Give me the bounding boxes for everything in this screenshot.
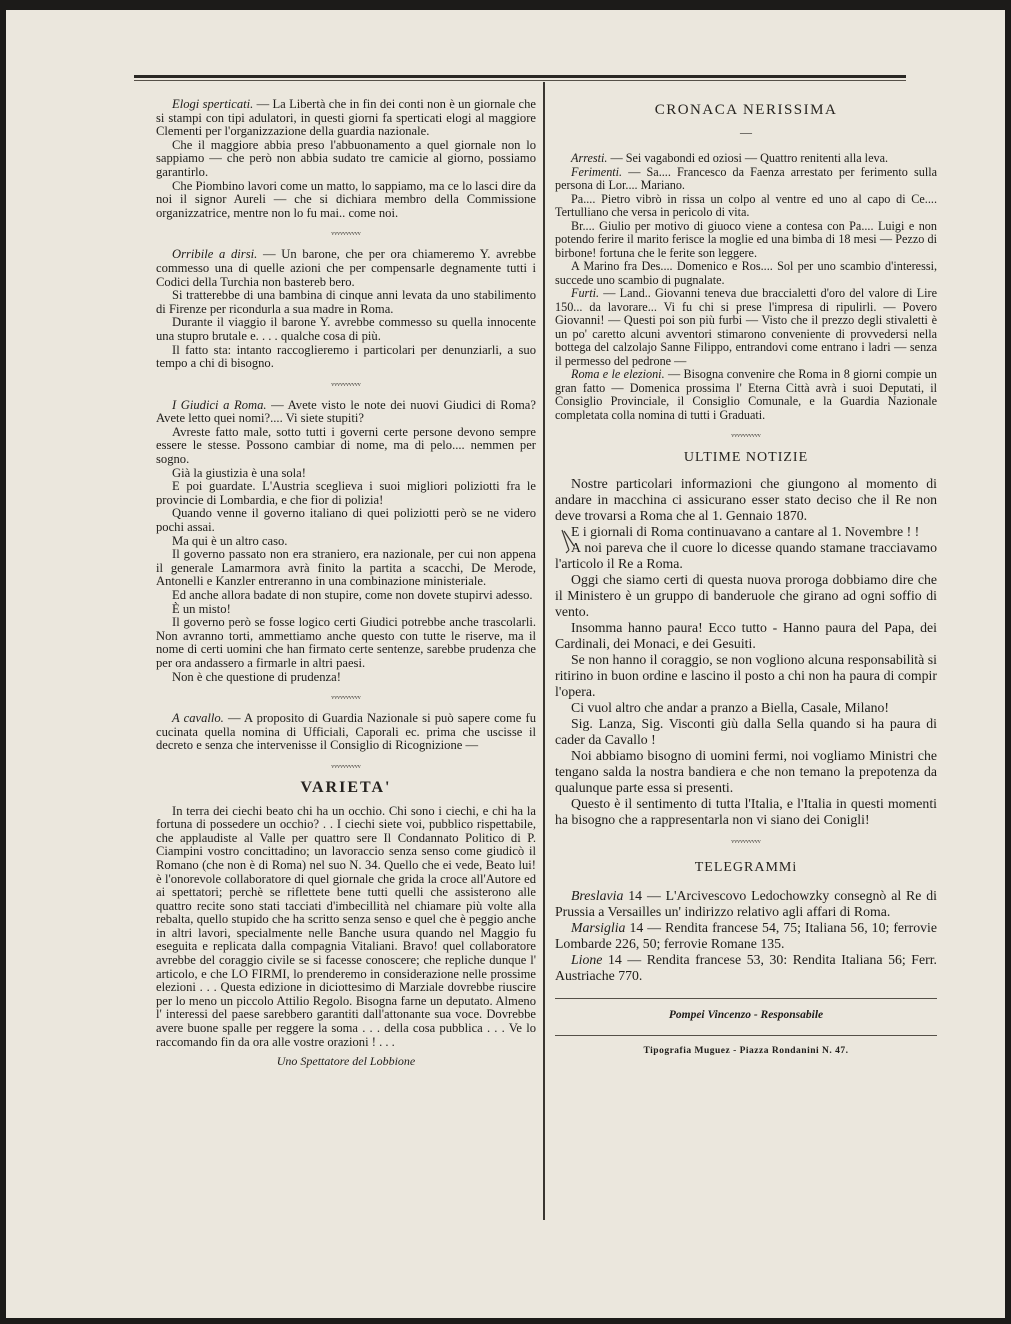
section-title-varieta: VARIETA' <box>300 778 392 796</box>
cronaca-list <box>555 152 937 422</box>
list-item: Marsiglia 14 — Rendita francese 54, 75; Italiana 56, 10; ferrovie Lombarde 226, 50; ferrovie Romane 135. <box>555 920 937 951</box>
divider <box>555 1035 937 1036</box>
paragraph: Si tratterebbe di una bambina di cinque anni levata da uno stabilimento di Firenze per ricondurla a sua madre in Roma. <box>156 288 536 316</box>
paragraph: Quando venne il governo italiano di quei poliziotti però se ne videro pochi assai. <box>156 506 536 535</box>
paragraph: Se non hanno il coraggio, se non vogliono alcuna responsabilità si ritirino in buon ordine e lascino il posto a chi non ha paura di compir l'opera. <box>555 652 937 699</box>
article-lead: Orribile a dirsi. <box>172 247 258 262</box>
paragraph: Questo è il sentimento di tutta l'Italia, e l'Italia in questi momenti ha bisogno che a rappresentarla non vi siano dei Conigli! <box>555 796 937 827</box>
article-cavallo <box>156 712 536 753</box>
article-lead: Elogi sperticati. <box>172 97 254 111</box>
article-lead: I Giudici a Roma. <box>172 397 267 412</box>
title-dash: — <box>740 125 752 139</box>
ultime-notizie-body <box>555 476 937 828</box>
paragraph: — Avete visto le note dei nuovi Giudici di Roma? Avete letto quei nomi?.... Vi siete stupiti? <box>156 397 536 426</box>
section-title-telegrammi: TELEGRAMMi <box>694 860 798 875</box>
telegrammi-list <box>555 888 937 984</box>
paragraph: Noi abbiamo bisogno di uomini fermi, noi vogliamo Ministri che tengano salda la nostra bandiera e che non temano la prepotenza da qualunque parte essa si presenti. <box>555 748 937 795</box>
paragraph: — A proposito di Guardia Nazionale si può sapere come fu cucinata quella nomina di Ufficiali, Caporali ec. prima che uscisse il decreto e senza che intervenisse il Consiglio di Ricognizione — <box>156 711 536 753</box>
pencil-mark-icon <box>560 528 578 554</box>
paragraph: Avreste fatto male, sotto tutti i governi certe persone devono sempre essere le stesse. Possono cambiar di nome, ma di pelo.... nemmen per sogno. <box>156 424 536 467</box>
list-item: Furti. — Land.. Giovanni teneva due braccialetti d'oro del valore di Lire 150... da lavorare... Vi fu chi si prese l'impresa di ripulirli. — Povero Giovanni! — Questi poi son più furbi — Visto che il prezzo degli stivaletti è un po' caretto alcuni avventori stimarono conveniente di provvedersi nella bottega del calzolajo Sanne Filippo, entrandovi come entrano i ladri — senza il permesso del pedrone — <box>555 286 937 368</box>
list-item: Breslavia 14 — L'Arcivescovo Ledochowzky consegnò al Re di Prussia a Versailles un' indirizzo relativo agli affari di Roma. <box>555 888 937 919</box>
responsabile-line: Pompei Vincenzo - Responsabile <box>668 1009 824 1021</box>
paragraph: — La Libertà che in fin dei conti non è un giornale che si stampi con tipi adulatori, in questi giorni fa sperticati elogi al maggiore Clementi per l'organizzazione della guardia nazionale. <box>156 97 537 139</box>
top-rule <box>134 75 906 78</box>
article-orribile <box>156 248 536 370</box>
printer-imprint: Tipografia Muguez - Piazza Rondanini N. 47. <box>643 1046 849 1056</box>
separator-ornament: ᵥᵥᵥᵥᵥᵥᵥᵥᵥᵥ <box>331 226 361 238</box>
paragraph: Insomma hanno paura! Ecco tutto - Hanno paura del Papa, dei Cardinali, dei Monaci, e dei Gesuiti. <box>555 620 937 651</box>
paragraph: Ci vuol altro che andar a pranzo a Biella, Casale, Milano! <box>571 700 889 715</box>
paragraph: In terra dei ciechi beato chi ha un occhio. Chi sono i ciechi, e chi ha la fortuna di possedere un occhio? . . I ciechi siete voi, pubblico rispettabile, che applaudiste al Valle per quattro sere Il Condannato Politico di P. Ciampini vostro concittadino; un lavoraccio senza senso come giudicò il Romano (che non è di Roma) nel suo N. 34. Quello che ei vede, Beato lui! è l'onorevole collaboratore di quel giornale che grida la croce all'Autore ed ai spettatori; perchè se riflettete bene tutti quelli che assisterono alle quattro recite sono stati tacciati d'imbecillità nel chiamare più volte alla rebalta, quello stupido che ha scritto senza senso e quel che è peggio anche in altri lavori, specialmente nelle Banche usura quando nel Maggio fu eseguita e replicata dalla compagnia Vitaliani. Bravo! quel collaboratore avrebbe del coraggio civile se si facesse conoscere; che repliche dunque l' articolo, e che LO FIRMI, lo prenderemo in considerazione nelle prossime elezioni . . . Questa edizione in diciottesimo di Marziale dovrebbe riuscire per lo meno un piccolo Attilio Regolo. Bisogna farne un deputato. Almeno l' interessi del paese sarebbero garantiti dall'attonante sua voce. Dovrebbe avere buone spalle per reggere la soma . . . della cosa pubblica . . . Ve lo raccomando fin da ora alle vostre orazioni ! . . . <box>156 803 536 1049</box>
list-item: Arresti. — Sei vagabondi ed oziosi — Quattro renitenti alla leva. <box>571 151 889 165</box>
section-title-ultime: ULTIME NOTIZIE <box>683 450 809 465</box>
paragraph: Nostre particolari informazioni che giungono al momento di andare in macchina ci assicurano esser stato deciso che il Re non deve trovarsi a Roma che al 1. Gennaio 1870. <box>555 476 937 523</box>
separator-ornament: ᵥᵥᵥᵥᵥᵥᵥᵥᵥᵥ <box>331 758 361 770</box>
separator-ornament: ᵥᵥᵥᵥᵥᵥᵥᵥᵥᵥ <box>331 376 361 388</box>
separator-ornament: ᵥᵥᵥᵥᵥᵥᵥᵥᵥᵥ <box>331 690 361 702</box>
paragraph: Il governo però se fosse logico certi Giudici potrebbe anche trascolarli. Non avranno torti, ammettiamo anche questo con tutte le riserve, ma il nome di certi uomini che han firmato certe sentenze, sarebbe prudenza che per ora andassero a firmarle in altri paesi. <box>156 615 536 670</box>
article-giudici <box>156 399 536 684</box>
paragraph: Ma qui è un altro caso. <box>172 533 288 548</box>
paragraph: — Un barone, che per ora chiameremo Y. avrebbe commesso una di quelle azioni che per compensarle degnamente tutti i Codici della Turchia non bastereb bero. <box>156 247 536 289</box>
top-rule-thin <box>134 80 906 81</box>
paragraph: E poi guardate. L'Austria sceglieva i suoi migliori poliziotti fra le provincie di Lombardia, e che fior di polizia! <box>156 479 536 507</box>
paragraph: Oggi che siamo certi di questa nuova proroga dobbiamo dire che il Ministero è un gruppo di banderuole che girano ad ogni soffio di vento. <box>555 572 937 619</box>
list-item: Br.... Giulio per motivo di giuoco viene a contesa con Pa.... Luigi e non potendo ferire il marito ferisce la moglie ed una bimba di 18 mesi — Pezzo di birbone! fortuna che le ferite son leggere. <box>555 218 937 260</box>
section-title-cronaca: CRONACA NERISSIMA <box>654 102 838 118</box>
article-signature: Uno Spettatore del Lobbione <box>276 1054 416 1069</box>
paragraph: Non è che questione di prudenza! <box>172 669 341 684</box>
paragraph: È un misto! <box>172 601 231 616</box>
list-item: Roma e le elezioni. — Bisogna convenire che Roma in 8 giorni compie un gran fatto — Domenica prossima l' Eterna Città avrà i suoi Deputati, il Consiglio Provinciale, il Consiglio Comunale, e la Guardia Nazionale completata colla nomina di tutti i Graduati. <box>555 367 937 422</box>
paragraph: Il fatto sta: intanto raccoglieremo i particolari per denunziarli, a suo tempo a chi di bisogno. <box>156 342 536 371</box>
paragraph: Durante il viaggio il barone Y. avrebbe commesso su quella innocente una stupro brutale e. . . . qualche cosa di più. <box>156 315 536 343</box>
paragraph: Che Piombino lavori come un matto, lo sappiamo, ma ce lo lasci dire da noi il signor Aureli — che si dichiara membro della Commissione organizzatrice, mentre non lo fu mai.. come noi. <box>156 178 536 220</box>
paragraph: Sig. Lanza, Sig. Visconti giù dalla Sella quando si ha paura di cader da Cavallo ! <box>555 716 937 747</box>
separator-ornament: ᵥᵥᵥᵥᵥᵥᵥᵥᵥᵥ <box>731 834 761 845</box>
paragraph: Che il maggiore abbia preso l'abbuonamento a quel giornale non lo sappiamo — che però non abbia sudato tre camicie al giorno, possiamo garantirlo. <box>156 137 536 179</box>
article-lead: A cavallo. <box>172 711 224 726</box>
list-item: A Marino fra Des.... Domenico e Ros.... Sol per uno scambio d'interessi, succede uno scambio di pugnalate. <box>555 259 937 287</box>
article-elogi <box>156 98 536 220</box>
list-item: Pa.... Pietro vibrò in rissa un colpo al ventre ed uno al capo di Ce.... Tertulliano che versa in pericolo di vita. <box>555 191 937 219</box>
paragraph: Il governo passato non era straniero, era nazionale, per cui non appena il generale Lamarmora avrà finito la partita a scacchi, De Merode, Antonelli e Kanzler entreranno in una combinazione ministeriale. <box>156 547 536 589</box>
list-item: Lione 14 — Rendita francese 53, 30: Rendita Italiana 56; Ferr. Austriache 770. <box>555 952 937 983</box>
divider <box>555 998 937 999</box>
right-column <box>555 98 937 1056</box>
left-column <box>156 98 536 1069</box>
newspaper-page <box>6 10 1005 1318</box>
list-item: Ferimenti. — Sa.... Francesco da Faenza arrestato per ferimento sulla persona di Lor.... Mariano. <box>555 164 937 192</box>
paragraph: A noi pareva che il cuore lo dicesse quando stamane tracciavamo l'articolo il Re a Roma. <box>555 540 937 571</box>
column-divider <box>543 82 545 1220</box>
separator-ornament: ᵥᵥᵥᵥᵥᵥᵥᵥᵥᵥ <box>731 428 761 439</box>
paragraph: E i giornali di Roma continuavano a cantare al 1. Novembre ! ! <box>571 524 920 539</box>
paragraph: Già la giustizia è una sola! <box>172 465 306 480</box>
paragraph: Ed anche allora badate di non stupire, come non dovete stupirvi adesso. <box>172 588 533 602</box>
